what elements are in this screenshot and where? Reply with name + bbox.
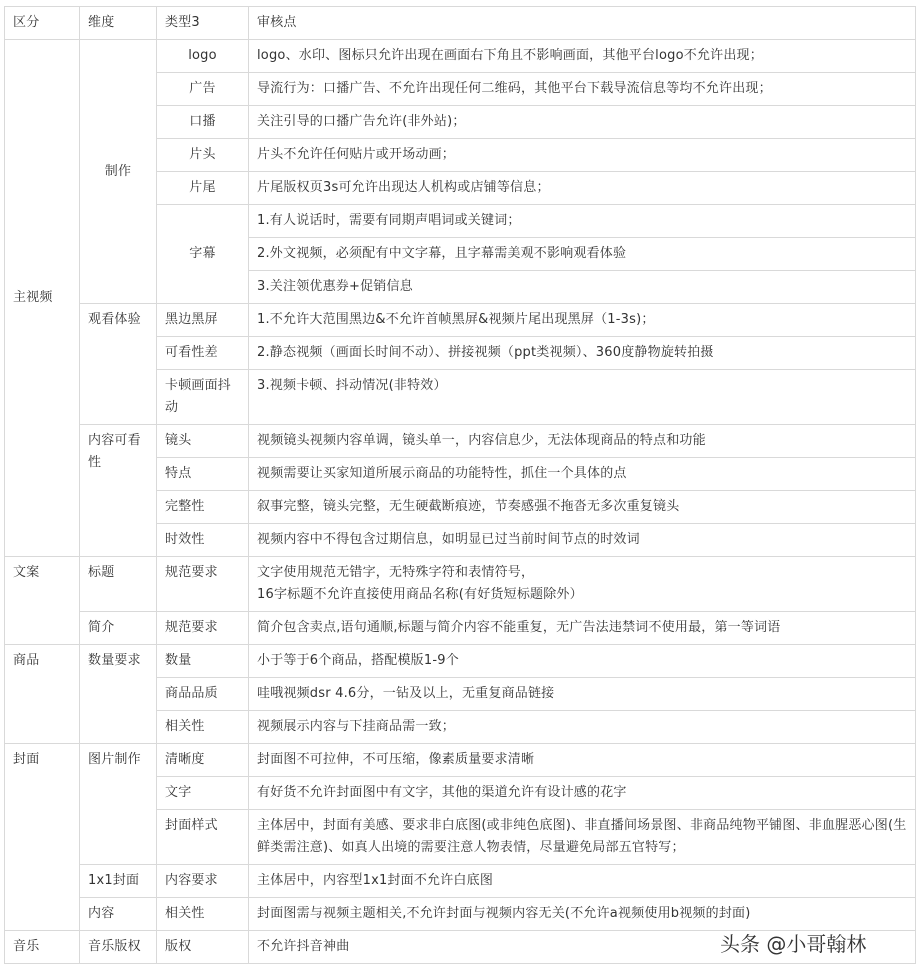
type-cell: 相关性 [157,711,249,744]
point-cell: 3.关注领优惠券+促销信息 [249,271,916,304]
point-cell: 不允许抖音神曲 [249,931,916,964]
point-cell: 2.外文视频，必须配有中文字幕，且字幕需美观不影响观看体验 [249,238,916,271]
point-cell: 简介包含卖点,语句通顺,标题与简介内容不能重复，无广告法违禁词不使用最，第一等词语 [249,612,916,645]
point-cell: 哇哦视频dsr 4.6分，一钻及以上，无重复商品链接 [249,678,916,711]
watermark: 头条 @小哥翰林 [720,932,867,956]
section-cell: 音乐 [5,931,80,964]
type-cell: 片头 [157,139,249,172]
table-row [5,425,916,458]
table-row [5,612,916,645]
type-cell: 封面样式 [157,810,249,865]
table-row [5,645,916,678]
type-cell: 可看性差 [157,337,249,370]
dimension-cell: 内容 [80,898,157,931]
point-cell: 1.不允许大范围黑边&不允许首帧黑屏&视频片尾出现黑屏（1-3s)； [249,304,916,337]
type-cell: 数量 [157,645,249,678]
type-cell: 字幕 [157,205,249,304]
point-cell: 视频需要让买家知道所展示商品的功能特性，抓住一个具体的点 [249,458,916,491]
section-cell: 文案 [5,557,80,645]
point-cell: 1.有人说话时，需要有同期声唱词或关键词； [249,205,916,238]
header-cell: 类型3 [157,7,249,40]
table-row [5,557,916,612]
type-cell: 时效性 [157,524,249,557]
table-row [5,865,916,898]
point-cell: 导流行为：口播广告、不允许出现任何二维码，其他平台下载导流信息等均不允许出现； [249,73,916,106]
point-cell: 封面图需与视频主题相关,不允许封面与视频内容无关(不允许a视频使用b视频的封面) [249,898,916,931]
point-cell: 叙事完整，镜头完整，无生硬截断痕迹，节奏感强不拖沓无多次重复镜头 [249,491,916,524]
type-cell: 规范要求 [157,557,249,612]
point-cell: 有好货不允许封面图中有文字，其他的渠道允许有设计感的花字 [249,777,916,810]
dimension-cell: 音乐版权 [80,931,157,964]
type-cell: 卡顿画面抖动 [157,370,249,425]
point-cell: 视频内容中不得包含过期信息，如明显已过当前时间节点的时效词 [249,524,916,557]
dimension-cell: 观看体验 [80,304,157,425]
section-cell: 商品 [5,645,80,744]
dimension-cell: 简介 [80,612,157,645]
type-cell: 广告 [157,73,249,106]
point-line: 16字标题不允许直接使用商品名称(有好货短标题除外） [257,587,583,602]
type-cell: 清晰度 [157,744,249,777]
dimension-cell: 图片制作 [80,744,157,865]
dimension-cell: 内容可看性 [80,425,157,557]
section-cell: 封面 [5,744,80,931]
type-cell: 片尾 [157,172,249,205]
type-cell: logo [157,40,249,73]
type-cell: 文字 [157,777,249,810]
type-cell: 口播 [157,106,249,139]
table-row [5,40,916,73]
point-cell: 小于等于6个商品，搭配模版1-9个 [249,645,916,678]
type-cell: 镜头 [157,425,249,458]
table-row [5,898,916,931]
header-cell: 区分 [5,7,80,40]
type-cell: 相关性 [157,898,249,931]
section-cell: 主视频 [5,40,80,557]
type-cell: 特点 [157,458,249,491]
point-cell [249,557,916,612]
table-row [5,304,916,337]
point-cell: 视频镜头视频内容单调，镜头单一，内容信息少，无法体现商品的特点和功能 [249,425,916,458]
header-cell: 维度 [80,7,157,40]
type-cell: 内容要求 [157,865,249,898]
type-cell: 规范要求 [157,612,249,645]
table-header-row [5,7,916,40]
point-cell: 主体居中，内容型1x1封面不允许白底图 [249,865,916,898]
point-cell: 片头不允许任何贴片或开场动画； [249,139,916,172]
table-row [5,744,916,777]
dimension-cell: 标题 [80,557,157,612]
type-cell: 黑边黑屏 [157,304,249,337]
point-cell: 2.静态视频（画面长时间不动）、拼接视频（ppt类视频）、360度静物旋转拍摄 [249,337,916,370]
review-table [4,6,916,964]
point-cell: 封面图不可拉伸，不可压缩，像素质量要求清晰 [249,744,916,777]
point-line: 文字使用规范无错字，无特殊字符和表情符号， [257,565,535,580]
dimension-cell: 数量要求 [80,645,157,744]
point-cell: logo、水印、图标只允许出现在画面右下角且不影响画面，其他平台logo不允许出现； [249,40,916,73]
type-cell: 商品品质 [157,678,249,711]
point-cell: 片尾版权页3s可允许出现达人机构或店铺等信息； [249,172,916,205]
point-cell: 主体居中，封面有美感、要求非白底图(或非纯色底图)、非直播间场景图、非商品纯物平铺图、非血腥恶心图(生鲜类需注意)、如真人出境的需要注意人物表情，尽量避免局部五官特写； [249,810,916,865]
point-cell: 视频展示内容与下挂商品需一致； [249,711,916,744]
point-cell: 关注引导的口播广告允许(非外站)； [249,106,916,139]
dimension-cell: 制作 [80,40,157,304]
header-cell: 审核点 [249,7,916,40]
point-cell: 3.视频卡顿、抖动情况(非特效） [249,370,916,425]
type-cell: 版权 [157,931,249,964]
dimension-cell: 1x1封面 [80,865,157,898]
type-cell: 完整性 [157,491,249,524]
